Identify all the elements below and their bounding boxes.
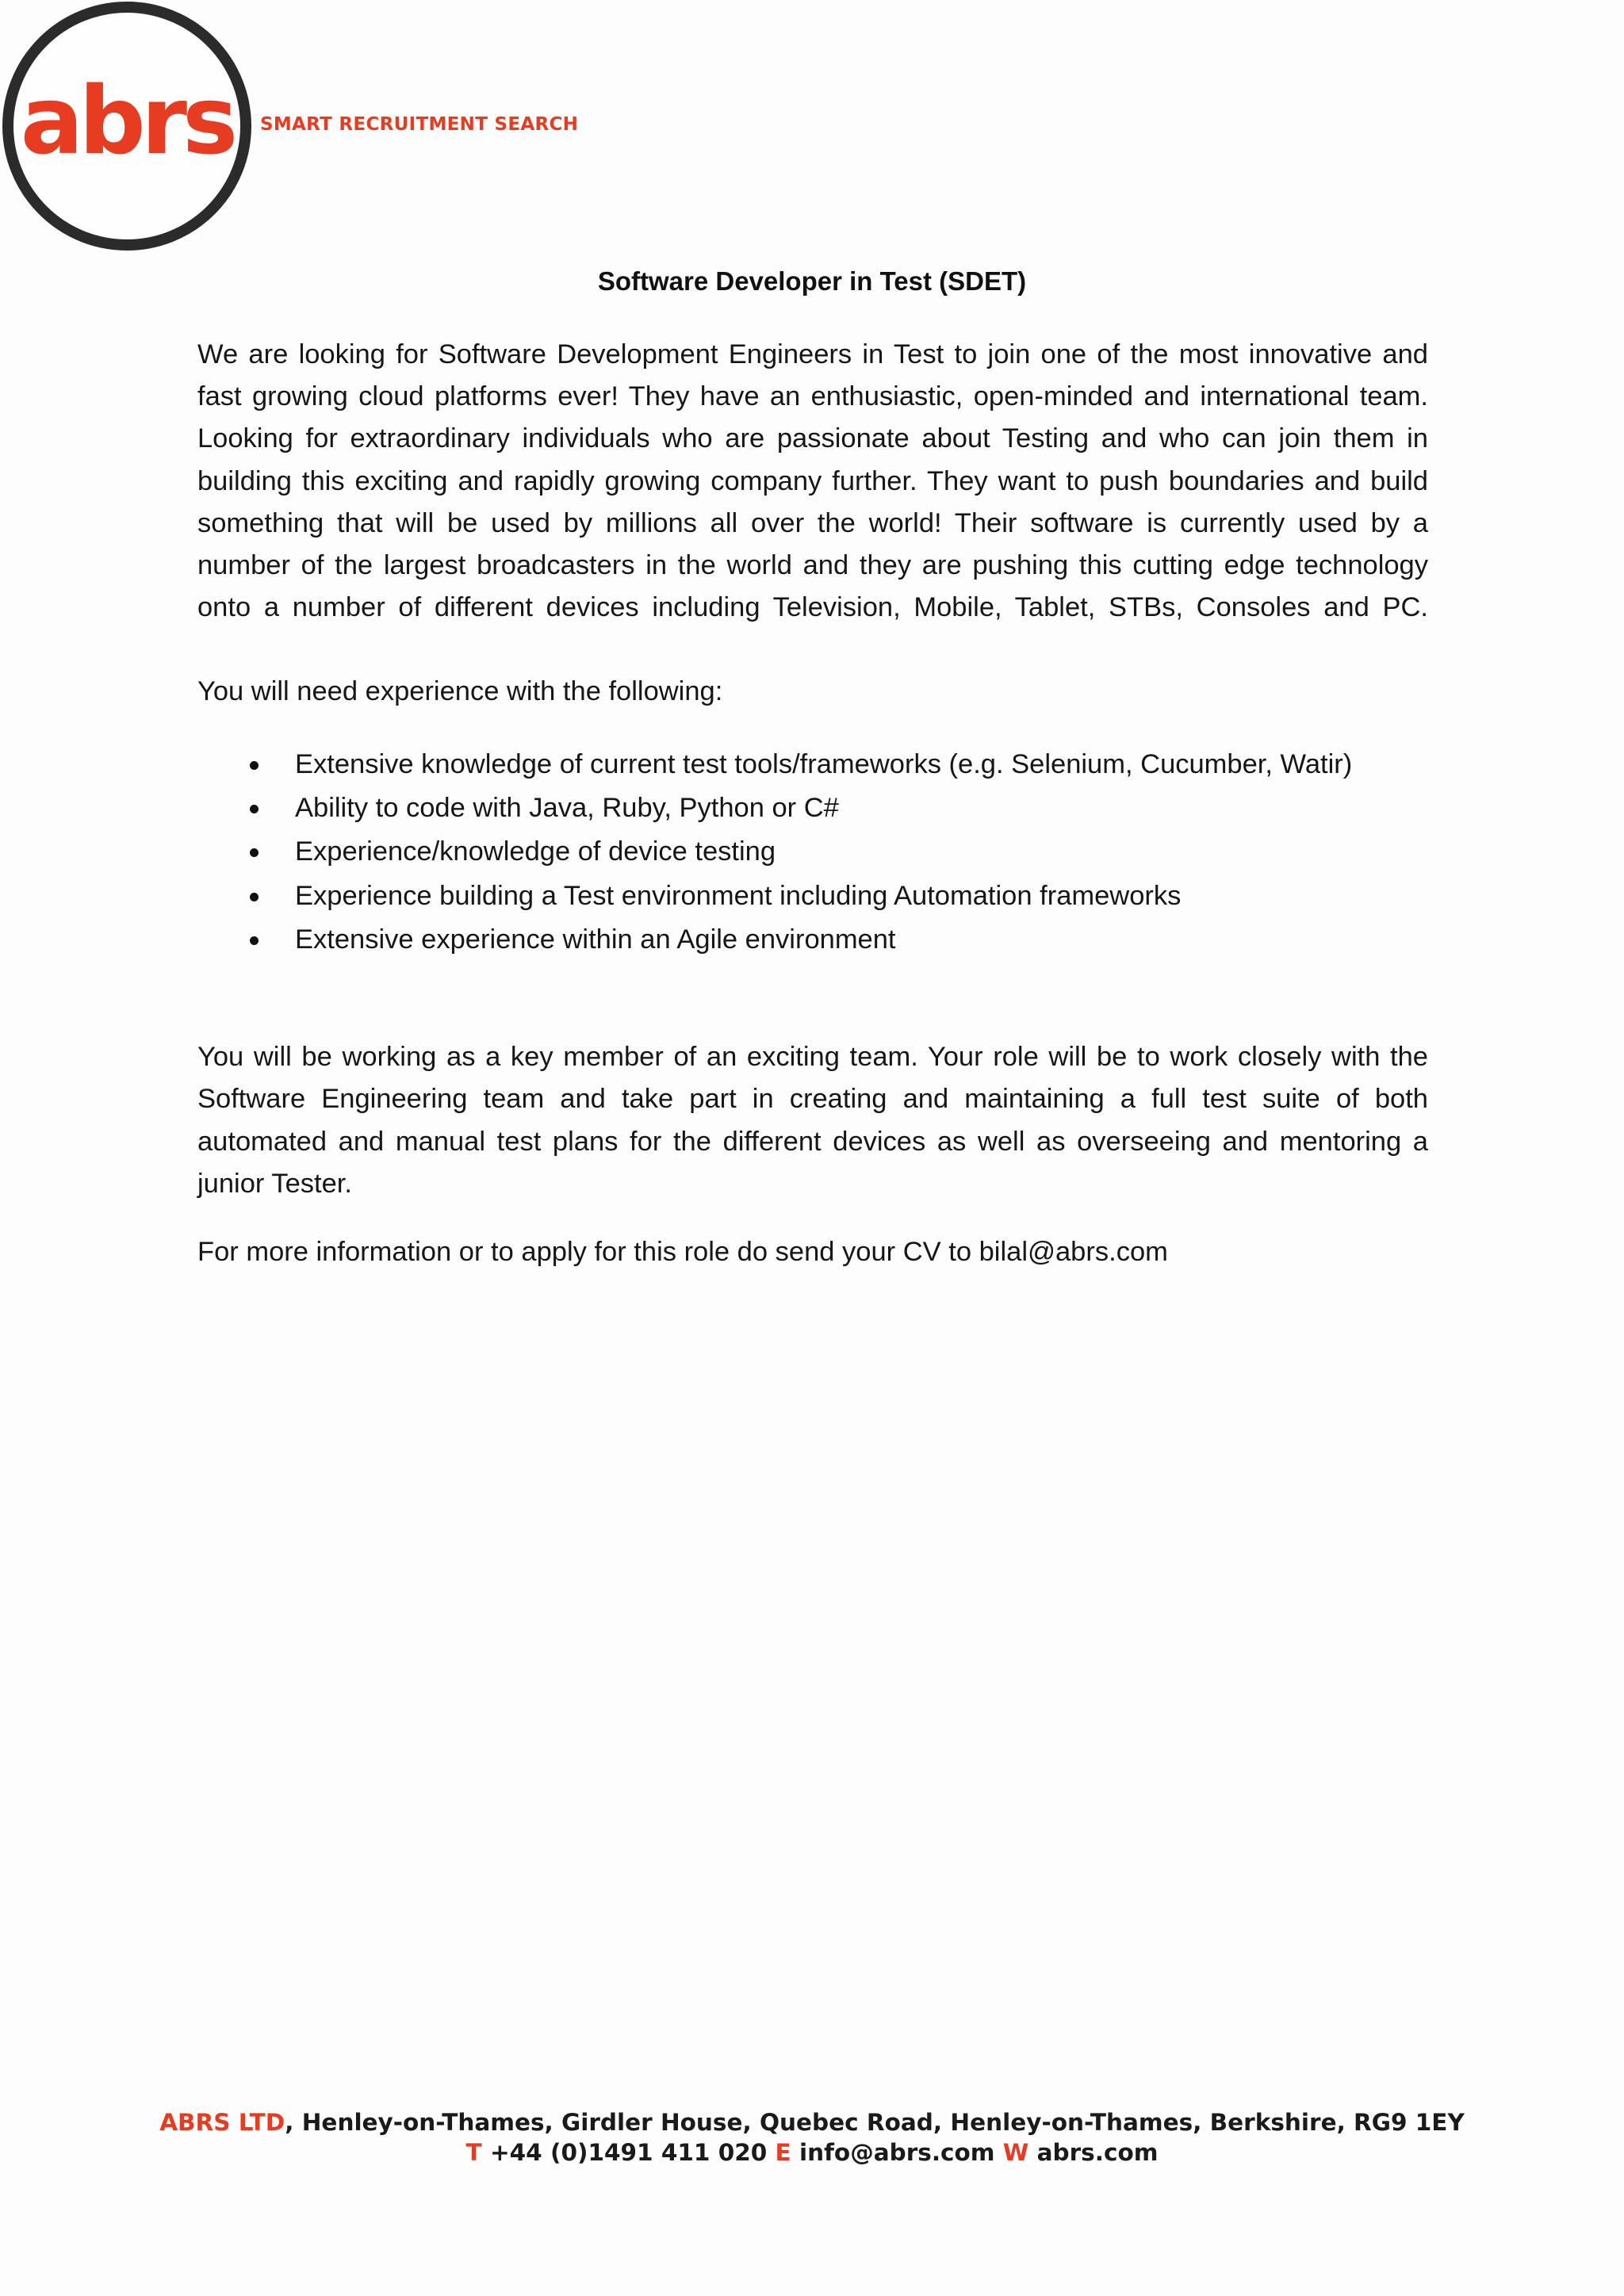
footer-email-label: E [775, 2139, 791, 2166]
intro-line: number of the largest broadcasters in the world and they are pushing this cutting edge technology [197, 550, 1428, 581]
bullet-icon [250, 893, 259, 901]
role-line: junior Tester. [197, 1168, 352, 1199]
bullet-icon [250, 761, 259, 770]
requirements-list [197, 743, 1428, 962]
requirement-text: Extensive experience within an Agile environment [295, 924, 896, 955]
intro-line: fast growing cloud platforms ever! They have an enthusiastic, open-minded and international team. [197, 381, 1428, 412]
footer-phone: +44 (0)1491 411 020 [481, 2139, 776, 2166]
brand-tagline: SMART RECRUITMENT SEARCH [260, 114, 579, 135]
footer-email: info@abrs.com [791, 2139, 1003, 2166]
requirement-text: Experience building a Test environment including Automation frameworks [295, 880, 1182, 911]
footer-phone-label: T [465, 2139, 482, 2166]
job-title: Software Developer in Test (SDET) [597, 266, 1027, 296]
abrs-logo [0, 0, 262, 254]
footer-company: ABRS LTD [159, 2109, 285, 2136]
footer-web-label: W [1002, 2139, 1029, 2166]
intro-line: Looking for extraordinary individuals who are passionate about Testing and who can join them in [197, 423, 1428, 454]
intro-line: We are looking for Software Development Engineers in Test to join one of the most innovative and [197, 339, 1428, 369]
list-item [197, 918, 1428, 962]
role-line: Software Engineering team and take part in creating and maintaining a full test suite of both [197, 1084, 1428, 1115]
list-item [197, 874, 1428, 918]
footer-contact [0, 2139, 1624, 2166]
intro-line: building this exciting and rapidly growing company further. They want to push boundaries and build [197, 465, 1428, 496]
requirement-text: Extensive knowledge of current test tools/frameworks (e.g. Selenium, Cucumber, Watir) [295, 748, 1353, 779]
intro-line: something that will be used by millions all over the world! Their software is currently used by a [197, 507, 1428, 538]
intro-paragraph [197, 334, 1428, 629]
footer-address-text: , Henley-on-Thames, Girdler House, Quebec Road, Henley-on-Thames, Berkshire, RG9 1EY [285, 2109, 1465, 2136]
requirements-heading: You will need experience with the following: [197, 676, 723, 707]
intro-line: onto a number of different devices including Television, Mobile, Tablet, STBs, Consoles and PC. [197, 592, 1428, 623]
requirement-text: Ability to code with Java, Ruby, Python or C# [295, 792, 839, 823]
role-line: You will be working as a key member of an exciting team. Your role will be to work closely with the [197, 1042, 1428, 1073]
role-line: automated and manual test plans for the different devices as well as overseeing and mentoring a [197, 1126, 1428, 1157]
bullet-icon [250, 936, 259, 945]
bullet-icon [250, 848, 259, 857]
list-item [197, 743, 1428, 786]
logo-wordmark: abrs [20, 66, 234, 175]
footer-address [0, 2109, 1624, 2136]
requirement-text: Experience/knowledge of device testing [295, 836, 776, 867]
job-description [197, 334, 1428, 1273]
list-item [197, 830, 1428, 874]
list-item [197, 786, 1428, 830]
apply-instructions: For more information or to apply for this role do send your CV to bilal@abrs.com [197, 1236, 1168, 1267]
footer-web: abrs.com [1028, 2139, 1159, 2166]
role-paragraph [197, 1036, 1428, 1205]
bullet-icon [250, 805, 259, 813]
